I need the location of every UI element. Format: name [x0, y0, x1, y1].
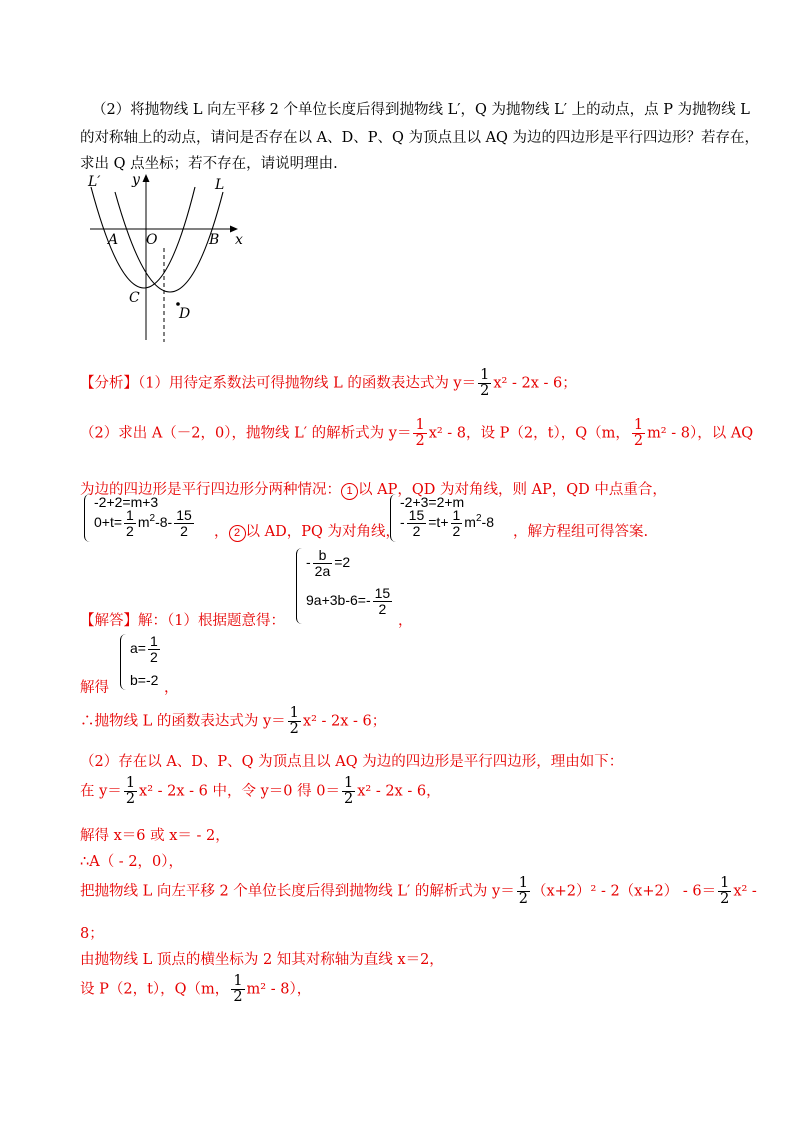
solution-line-8: 把抛物线 L 向左平移 2 个单位长度后得到抛物线 L′ 的解析式为 y＝ $\frac{1}{2}$ （x+2）² - 2（x+2） - 6＝ $\frac{1}{2}$ x² - [80, 875, 757, 908]
solution-solve-label: 解得 [80, 680, 109, 696]
label-B: B [209, 232, 220, 248]
label-D: D [179, 306, 191, 322]
fraction-half: $\frac{1}{2}$ [480, 367, 490, 400]
label-x: x [235, 232, 243, 248]
analysis-end: ，解方程组可得答案. [513, 524, 649, 540]
fraction-half: $\frac{1}{2}$ [415, 417, 425, 450]
label-L-prime: L′ [88, 174, 101, 190]
analysis-middle: ， 2 以 AD，PQ 为对角线， [214, 524, 400, 540]
fraction-half: $\frac{1}{2}$ [633, 417, 644, 450]
parabola-L-prime [91, 187, 195, 288]
solution-line-10: 由抛物线 L 顶点的横坐标为 2 知其对称轴为直线 x＝2， [80, 952, 444, 968]
circled-number-2: 2 [229, 525, 246, 542]
label-A: A [108, 232, 119, 248]
parabola-L [115, 192, 223, 292]
question-line-1: （2）将抛物线 L 向左平移 2 个单位长度后得到抛物线 L′，Q 为抛物线 L′ 上的动点，点 P 为抛物线 L [92, 102, 750, 118]
solution-line-11: 设 P（2，t），Q（m， $\frac{1}{2}$ m² - 8）， [80, 973, 312, 1006]
circled-number-1: 1 [341, 483, 358, 500]
solution-line-6: 解得 x＝6 或 x＝ - 2， [80, 828, 230, 844]
analysis-line-2: （2）求出 A（－2，0），抛物线 L′ 的解析式为 y＝ $\frac{1}{2}$ x² - 8，设 P（2，t），Q（m， $\frac{1}{2}$ m² - 8），以 AQ [80, 417, 754, 450]
equation-system-4: a= $\frac{1}{2}$ b=-2 [120, 634, 180, 690]
question-line-3: 求出 Q 点坐标；若不存在，请说明理由. [80, 156, 338, 172]
equation-system-2: -2+3=2+m - $\frac{15}{2}$ =t+ $\frac{1}{2}$ $m^2-8$ [390, 494, 520, 542]
label-C: C [129, 290, 140, 306]
analysis-line-1: 【分析】（1）用待定系数法可得抛物线 L 的函数表达式为 y＝ $\frac{1}{2}$ x² - 2x - 6； [80, 367, 577, 400]
solution-tag: 【解答】 [80, 613, 138, 629]
solution-line-1: 【解答】解：（1）根据题意得： [80, 613, 285, 629]
parabola-figure [80, 170, 260, 350]
question-line-2: 的对称轴上的动点，请问是否存在以 A、D、P、Q 为顶点且以 AQ 为边的四边形是平行四边形？若存在， [80, 130, 760, 146]
label-y: y [132, 172, 140, 188]
solution-line-7: ∴A（ - 2，0）， [80, 854, 184, 870]
solution-line-9: 8； [80, 926, 104, 942]
solution-comma: ， [398, 613, 413, 629]
analysis-tag: 【分析】 [80, 375, 138, 392]
y-axis [143, 174, 150, 340]
analysis-line-3: 为边的四边形是平行四边形分两种情况： 1 以 AP，QD 为对角线，则 AP，QD 中点重合， [80, 482, 667, 498]
label-O: O [146, 232, 158, 248]
solution-line-4: （2）存在以 A、D、P、Q 为顶点且以 AQ 为边的四边形是平行四边形，理由如下： [80, 754, 624, 770]
solution-period: ， [164, 680, 179, 696]
solution-line-5: 在 y＝ $\frac{1}{2}$ x² - 2x - 6 中，令 y＝0 得 0＝ $\frac{1}{2}$ x² - 2x - 6， [80, 775, 441, 808]
equation-system-3: - $\frac{b}{2a}$ =2 9a+3b-6=- $\frac{15}{2}$ [296, 548, 406, 624]
equation-system-1: -2+2=m+3 0+t= $\frac{1}{2}$ $m^2-8-$ $\frac{15}{2}$ [84, 494, 224, 542]
label-L: L [215, 177, 225, 193]
solution-line-3: ∴抛物线 L 的函数表达式为 y＝ $\frac{1}{2}$ x² - 2x - 6； [80, 705, 387, 738]
